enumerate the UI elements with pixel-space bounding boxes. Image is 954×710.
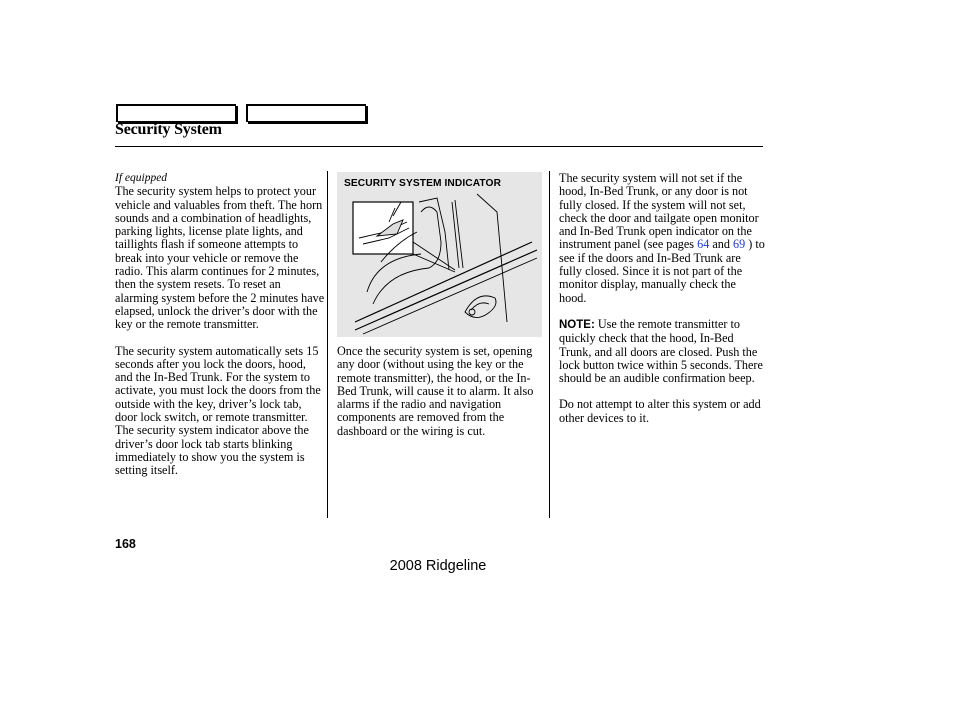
right-paragraph-3: Do not attempt to alter this system or add other devices to it. <box>559 397 761 425</box>
title-rule <box>115 146 763 147</box>
left-column <box>115 172 325 478</box>
column-divider-2 <box>549 171 550 518</box>
note-paragraph <box>559 318 765 385</box>
page-number: 168 <box>115 537 136 551</box>
right-column <box>559 172 765 425</box>
left-paragraph-2: The security system automatically sets 15 seconds after you lock the doors, hood, and the In-Bed Trunk. For the system to activate, you must lock the doors from the outside with the key, driver’s lock tab, door lock switch, or remote transmitter. The security system indicator above the driver’s door lock tab starts blinking immediately to show you the system is setting itself. <box>115 343 321 478</box>
figure-caption: SECURITY SYSTEM INDICATOR <box>344 178 502 189</box>
nav-button-index[interactable] <box>246 104 366 122</box>
left-paragraph-1: The security system helps to protect your vehicle and valuables from theft. The horn sounds and a combination of headlights, parking lights, license plate lights, and taillights flash if someone attempts to break into your vehicle or remove the radio. This alarm continues for 2 minutes, then the system resets. To reset an alarming system before the 2 minutes have elapsed, unlock the driver’s door with the key or the remote transmitter. <box>115 184 325 332</box>
page-link-64[interactable]: 64 <box>697 237 710 252</box>
note-label: NOTE: <box>559 318 595 331</box>
right-paragraph-1: The security system will not set if the hood, In-Bed Trunk, or any door is not fully closed. If the system will not set, check the door and tailgate open monitor and In-Bed Trunk open indicator on the instrument panel (see pages 64 and 69 ) to see if the doors and In-Bed Trunk are fully closed. Since it is not part of the monitor display, manually check the hood. <box>559 171 765 305</box>
page-link-69[interactable]: 69 <box>732 237 746 252</box>
middle-paragraph-1: Once the security system is set, opening any door (without using the key or the remote transmitter), the hood, or the In-Bed Trunk, will cause it to alarm. It also alarms if the radio and navigation components are removed from the dashboard or the wiring is cut. <box>337 344 534 438</box>
note-text: Use the remote transmitter to quickly check that the hood, In-Bed Trunk, and all doors are closed. Push the lock button twice within 5 seconds. There should be an audible confirmation beep. <box>559 316 763 386</box>
security-indicator-figure <box>337 172 542 337</box>
if-equipped-note: If equipped <box>115 172 168 184</box>
door-lock-illustration <box>337 172 542 337</box>
section-title: Security System <box>115 121 222 138</box>
column-divider-1 <box>327 171 328 518</box>
nav-button-contents[interactable] <box>116 104 236 122</box>
footer-model-name: 2008 Ridgeline <box>389 558 487 574</box>
middle-column <box>337 345 543 438</box>
